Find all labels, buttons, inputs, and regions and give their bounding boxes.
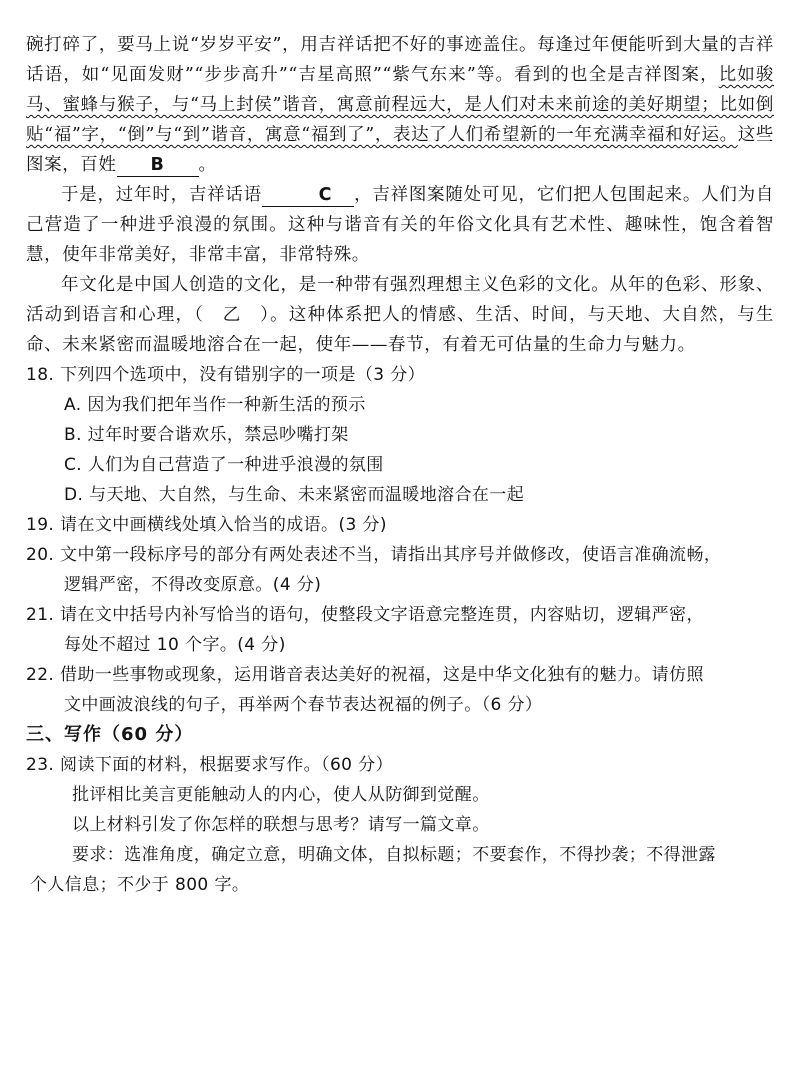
blank-c: C (262, 184, 354, 207)
paren-yi: （ 乙 ） (194, 305, 271, 325)
writing-material: 批评相比美言更能触动人的内心，使人从防御到觉醒。 (72, 785, 490, 805)
question-19: 19. 请在文中画横线处填入恰当的成语。(3 分) (26, 515, 387, 535)
p1-end: 。 (198, 155, 217, 175)
p3-after-paren: 。这种体系把人的情感、生活、时间，与天地、大自然，与生命、未来紧密而温暖地溶合在一起，使年——春节，有着无可估量的生命力与魅力。 (26, 305, 775, 355)
passage-paragraph-3 (26, 270, 774, 360)
question-18-option-d: D. 与天地、大自然，与生命、未来紧密而温暖地溶合在一起 (64, 485, 525, 505)
question-18-option-b: B. 过年时要合谐欢乐，禁忌吵嘴打架 (64, 425, 349, 445)
question-22-line-1: 22. 借助一些事物或现象，运用谐音表达美好的祝福，这是中华文化独有的魅力。请仿照 (26, 665, 704, 685)
question-20-line-1: 20. 文中第一段标序号的部分有两处表述不当，请指出其序号并做修改，使语言准确流畅， (26, 545, 722, 565)
question-21-line-2: 每处不超过 10 个字。(4 分) (64, 635, 286, 655)
writing-prompt: 以上材料引发了你怎样的联想与思考？请写一篇文章。 (72, 815, 490, 835)
p2-after-blank: ，吉祥图案随处可见，它们把人包围起来。人们为自己营造了一种进乎浪漫的氛围。这种与谐音有关的年俗文化具有艺术性、趣味性，饱含着智慧，使年非常美好，非常丰富，非常特殊。 (26, 185, 774, 265)
p1-before-blank: 这些图案，百姓 (26, 125, 774, 175)
question-18-option-c: C. 人们为自己营造了一种进乎浪漫的氛围 (64, 455, 384, 475)
p1-intro: 碗打碎了，要马上说“岁岁平安”，用吉祥话把不好的事迹盖住。每逢过年便能听到大量的吉祥话语，如“见面发财”“步步高升”“吉星高照”“紫气东来”等。看到的也全是吉祥图案， (26, 35, 774, 85)
passage-paragraph-1 (26, 30, 774, 180)
section-writing-title: 三、写作（60 分） (26, 724, 194, 745)
question-22-line-2: 文中画波浪线的句子，再举两个春节表达祝福的例子。（6 分） (64, 695, 543, 715)
question-18-option-a: A. 因为我们把年当作一种新生活的预示 (64, 395, 366, 415)
question-23: 23. 阅读下面的材料，根据要求写作。（60 分） (26, 755, 393, 775)
writing-requirements-line-1: 要求：选准角度，确定立意，明确文体，自拟标题；不要套作，不得抄袭；不得泄露 (72, 845, 716, 865)
passage-paragraph-2 (26, 180, 774, 270)
question-20-line-2: 逻辑严密，不得改变原意。(4 分) (64, 575, 322, 595)
question-18-stem: 18. 下列四个选项中，没有错别字的一项是（3 分） (26, 365, 426, 385)
blank-b: B (117, 154, 199, 177)
wavy-underlined-sentence: 比如骏马、蜜蜂与猴子，与“马上封侯”谐音，寓意前程远大，是人们对未来前途的美好期望；比如倒贴“福”字，“倒”与“到”谐音，寓意“福到了”，表达了人们希望新的一年充满幸福和好运。 (26, 65, 774, 145)
writing-requirements-line-2: 个人信息；不少于 800 字。 (30, 875, 250, 895)
p2-before-blank: 于是，过年时，吉祥话语 (61, 185, 262, 205)
p3-before-paren: 年文化是中国人创造的文化，是一种带有强烈理想主义色彩的文化。从年的色彩、形象、活动到语言和心理， (26, 275, 774, 325)
question-21-line-1: 21. 请在文中括号内补写恰当的语句，使整段文字语意完整连贯，内容贴切，逻辑严密， (26, 605, 704, 625)
